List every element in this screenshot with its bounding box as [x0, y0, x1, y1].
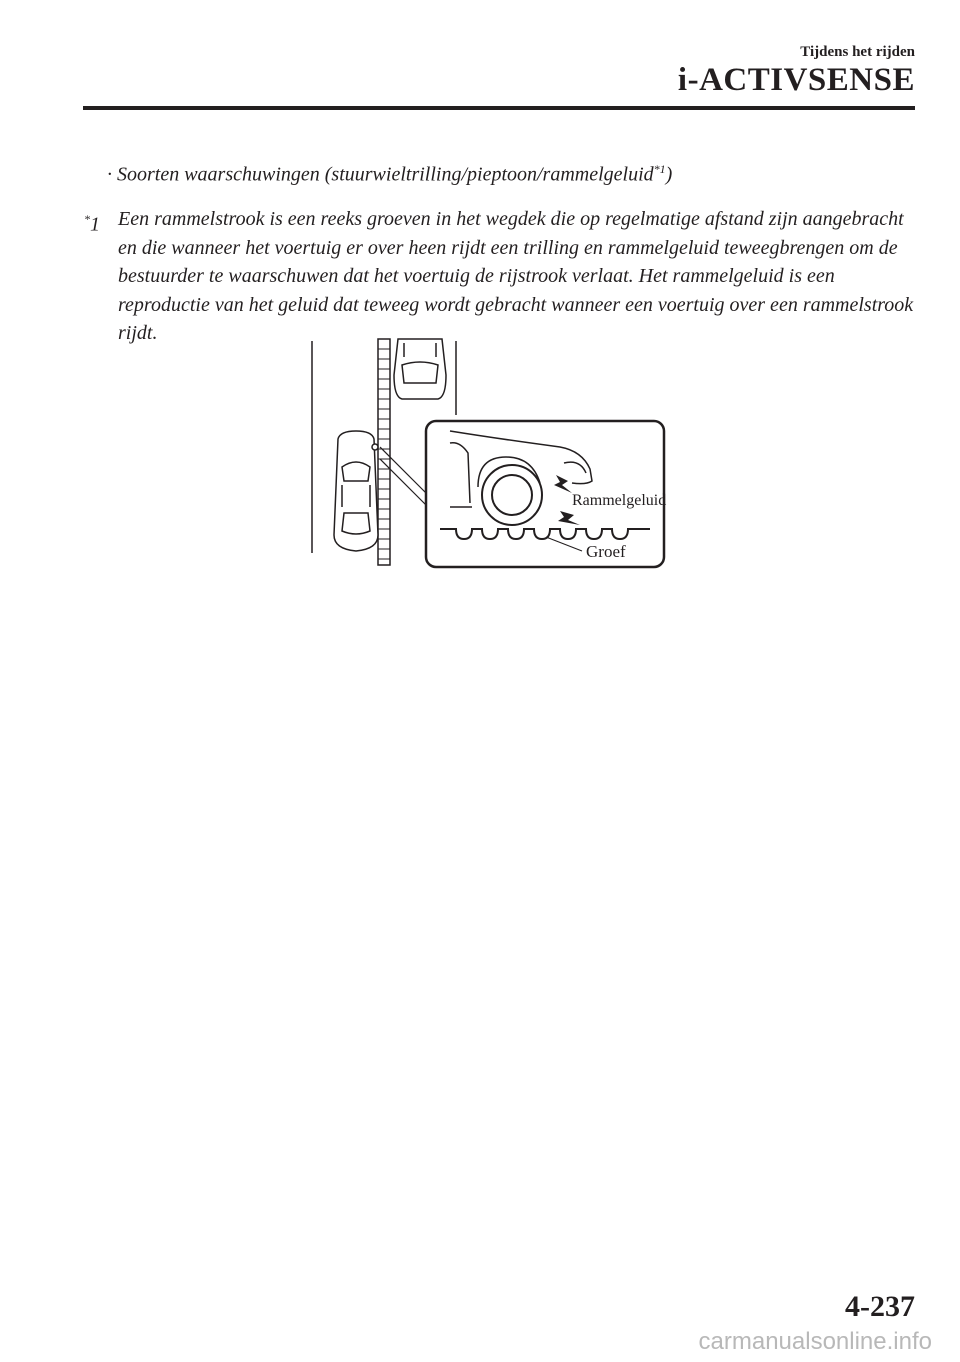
chapter-title: i-ACTIVSENSE [677, 62, 915, 98]
rumble-strip-band [378, 339, 390, 565]
wheel-icon [482, 465, 542, 525]
footnote [84, 205, 924, 348]
footnote-mark [84, 205, 114, 239]
footnote-text: Een rammelstrook is een reeks groeven in het wegdek die op regelmatige afstand zijn aangebracht en die wanneer het voertuig er over heen rijdt een trilling en rammelgeluid teweegbrengen om de bestuurder te waarschuwen dat het voertuig de rijstrook verlaat. Het rammelgeluid is een reproductie van het geluid dat teweeg wordt gebracht wanneer een voertuig over een rammelstrook rijdt. [118, 208, 914, 344]
drifting-car-icon [334, 431, 378, 551]
page-number: 4-237 [845, 1290, 915, 1323]
footnote-asterisk: * [84, 212, 90, 226]
car-ahead-icon [394, 339, 446, 399]
section-title: Tijdens het rijden [800, 44, 915, 60]
footnote-number: 1 [90, 213, 100, 236]
rumble-strip-diagram [300, 335, 670, 575]
footnote-reference: *1 [653, 162, 666, 176]
header-divider [83, 106, 915, 110]
warning-types-bullet [107, 162, 672, 187]
label-rammelgeluid: Rammelgeluid [572, 492, 667, 509]
label-groef: Groef [586, 542, 626, 561]
bullet-closing: ) [665, 163, 673, 186]
bullet-text: Soorten waarschuwingen (stuurwieltrilling/pieptoon/rammelgeluid [117, 163, 654, 186]
bullet-symbol: · [107, 163, 112, 186]
rumble-strip-illustration [300, 335, 670, 575]
callout-connector [380, 447, 428, 507]
watermark: carmanualsonline.info [698, 1328, 932, 1355]
